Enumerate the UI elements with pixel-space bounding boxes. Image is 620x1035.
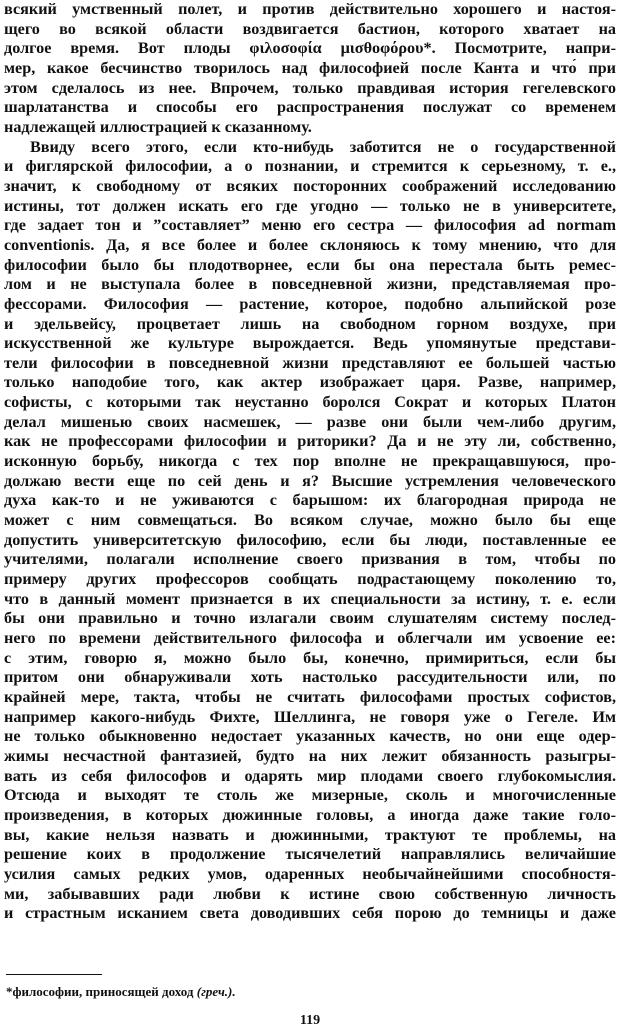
text-line: может с ним совмещаться. Во всяком случае, можно было бы еще (4, 511, 616, 530)
text-line: всякий умственный полет, и против действительно хорошего и настоя- (4, 0, 616, 18)
text-line: вать из себя философов и одарять мир плодами своего глубокомыслия. (4, 766, 616, 785)
text-line: где задает тон и ”составляет” меню его сестра — философия ad normam (4, 216, 616, 235)
text-line: и фиглярской философии, а о познании, и стремится к серьезному, т. е., (4, 157, 616, 176)
text-line: conventionis. Да, я все более и более склоняюсь к тому мнению, что для (4, 235, 616, 254)
text-line: учителями, полагали исполнение своего призвания в том, чтобы по (4, 550, 616, 569)
text-line: жимы несчастной фантазией, будто на них лежит обязанность разыгры- (4, 746, 616, 765)
text-line: долгое время. Вот плоды φιλοσοφία μισθοφόρου*. Посмотрите, напри- (4, 39, 616, 58)
text-line: ми, забывавших ради любви к истине свою собственную личность (4, 884, 616, 903)
text-line: примеру других профессоров сообщать подрастающему поколению то, (4, 570, 616, 589)
footnote-divider (6, 974, 102, 975)
paragraph-start-line: Ввиду всего этого, если кто-нибудь заботится не о государственной (30, 137, 616, 156)
text-line: делал мишенью своих насмешек, — разве они были чем-либо другим, (4, 412, 616, 431)
text-line: фессорами. Философия — растение, которое, подобно альпийской розе (4, 294, 616, 313)
text-line: не только обыкновенно недостает указанных качеств, но они еще одер- (4, 727, 616, 746)
text-line: и страстным исканием света доводивших себя порою до темницы и даже (4, 904, 616, 923)
footnote-source: (греч.). (196, 984, 236, 999)
text-line: как не профессорами философии и риторики? Да и не эту ли, собственно, (4, 432, 616, 451)
text-line: с этим, говорю я, можно было бы, конечно, примириться, если бы (4, 648, 616, 667)
text-line: искусственной же культуре вырождается. Ведь упомянутые представи- (4, 334, 616, 353)
text-line: допустить университетскую философию, если бы люди, поставленные ее (4, 530, 616, 549)
text-line: исконную борьбу, никогда с тех пор вполне не прекращавшуюся, про- (4, 452, 616, 471)
text-line: софисты, с которыми так неустанно боролся Сократ и которых Платон (4, 393, 616, 412)
text-line: этом сделалось из нее. Впрочем, только правдивая история гегелевского (4, 78, 616, 97)
text-line: что в данный момент признается в их специальности за истину, т. е. если (4, 589, 616, 608)
text-line: например какого-нибудь Фихте, Шеллинга, не говоря уже о Гегеле. Им (4, 707, 616, 726)
text-line: усилия самых редких умов, одаренных необычайнейшими способностя- (4, 864, 616, 883)
text-line: духа как-то и не уживаются с барышом: их благородная природа не (4, 491, 616, 510)
text-line: него по времени действительного философа и облегчали им усвоение ее: (4, 629, 616, 647)
text-line: лом и не выступала более в повседневной жизни, представляемая про- (4, 275, 616, 294)
text-line: только наподобие того, как актер изображает царя. Разве, например, (4, 373, 616, 392)
text-line: мер, какое бесчинство творилось над философией после Канта и что́ при (4, 58, 616, 77)
text-line: и эдельвейсу, процветает лишь на свободном горном воздухе, при (4, 314, 616, 333)
text-line: шарлатанства и способы его распространения послужат со временем (4, 98, 616, 117)
text-line: крайней мере, такта, чтобы не считать философами простых софистов, (4, 687, 616, 706)
text-line: философии было бы плодотворнее, если бы она перестала быть ремес- (4, 255, 616, 274)
text-line: тели философии в повседневной жизни представляют ее большей частью (4, 353, 616, 372)
text-line: притом они обнаруживали хоть настолько рассудительности или, по (4, 668, 616, 687)
text-line: вы, какие нельзя назвать и дюжинными, трактуют те проблемы, на (4, 825, 616, 844)
text-line: произведения, в которых дюжинные головы, а иногда даже такие голо- (4, 805, 616, 824)
text-line: щего во всякой области воздвигается бастион, которого хватает на (4, 19, 616, 38)
text-line: должаю вести еще по сей день и я? Высшие устремления человеческого (4, 471, 616, 490)
text-line: надлежащей иллюстрацией к сказанному. (4, 117, 312, 136)
text-line: значит, к свободному от всяких посторонних соображений исследованию (4, 176, 616, 195)
text-line: бы они правильно и точно излагали своим слушателям систему послед- (4, 609, 616, 628)
page-number: 119 (299, 1013, 321, 1028)
text-line: Отсюда и выходят те столь же мизерные, сколь и многочисленные (4, 786, 616, 805)
text-line: истины, тот должен искать его где угодно — только не в университете, (4, 196, 616, 215)
body-text (4, 0, 616, 924)
text-line: решение коих в продолжение тысячелетий направлялись величайшие (4, 845, 616, 864)
footnote (6, 984, 236, 1000)
footnote-text: *философии, приносящей доход (6, 984, 194, 999)
